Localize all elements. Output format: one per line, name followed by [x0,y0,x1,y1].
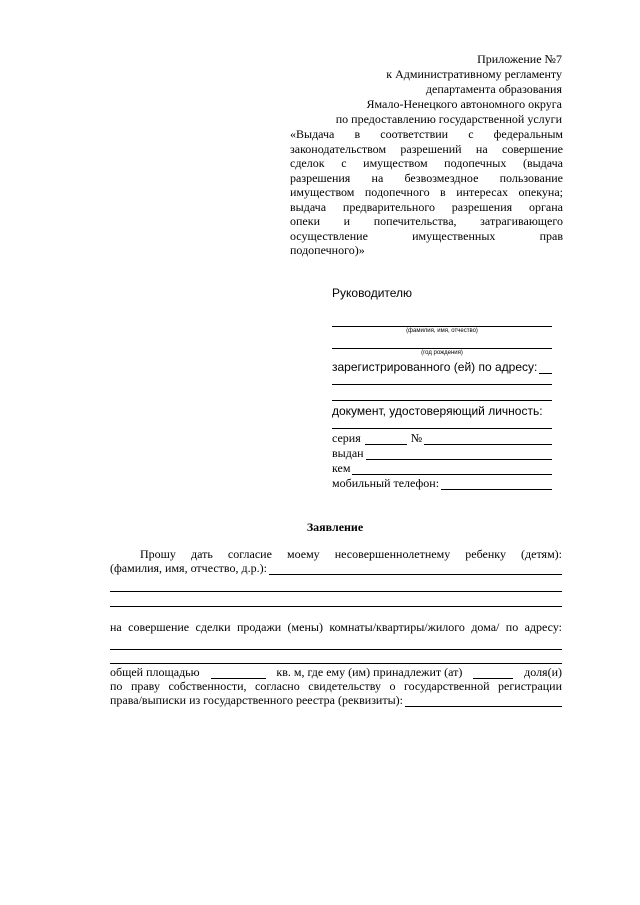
service-line: законодательством разрешений на совершение [290,141,563,156]
annex-line-3: Ямало-Ненецкого автономного округа [366,97,562,111]
birth-caption: (год рождения) [421,350,463,356]
annex-header [336,52,562,127]
request-paragraph [110,547,562,575]
request-line-1: Прошу дать согласие моему несовершеннолетнему ребенку (детям): [140,547,562,561]
area-unit: кв. м, где ему (им) принадлежит (ат) [276,665,463,679]
number-input-line[interactable] [424,433,552,445]
annex-line-4: по предоставлению государственной услуги [335,112,562,126]
registered-input-line[interactable] [539,362,552,374]
document-line[interactable] [332,428,552,429]
share-label: доля(и) [524,665,562,679]
annex-line-1: к Административному регламенту [386,67,562,81]
issued-field[interactable] [332,446,552,460]
deal-line: на совершение сделки продажи (мены) комнаты/квартиры/жилого дома/ по адресу: [110,620,562,634]
registered-address-field[interactable] [332,360,552,374]
deal-paragraph [110,620,562,634]
child-name-line-3[interactable] [110,606,562,607]
service-line: опеки и попечительства, затрагивающего [290,214,563,228]
service-line: подопечного)» [290,243,365,257]
document-label: документ, удостоверяющий личность: [332,404,543,418]
service-line: разрешения на безвозмездное пользование [290,170,563,185]
deal-address-line-2[interactable] [110,663,562,664]
number-label: № [410,431,423,445]
ownership-paragraph [110,665,562,707]
service-line: выдача предварительного разрешения органа [290,199,563,214]
child-name-field[interactable] [110,561,562,575]
issued-label: выдан [332,446,364,460]
annex-line-2: департамента образования [425,82,562,96]
registry-label: права/выписки из государственного реестра (реквизиты): [110,693,403,707]
fio-line[interactable] [332,326,552,327]
address-line-2[interactable] [332,384,552,385]
ownership-line: по праву собственности, согласно свидетельству о государственной регистрации [110,679,562,693]
by-whom-label: кем [332,461,351,475]
child-name-input-line[interactable] [269,564,562,575]
series-label: серия [332,431,361,445]
series-input-line[interactable] [365,433,407,445]
share-input-line[interactable] [473,668,513,679]
phone-label: мобильный телефон: [332,476,440,490]
registry-field[interactable] [110,693,562,707]
area-label: общей площадью [110,665,200,679]
document-title: Заявление [306,520,364,534]
by-whom-field[interactable] [332,461,552,475]
registry-input-line[interactable] [405,696,562,707]
birth-year-line[interactable] [332,348,552,349]
addressee-label: Руководителю [332,286,413,300]
request-line-2: (фамилия, имя, отчество, д.р.): [110,561,267,575]
service-line: «Выдача в соответствии с федеральным [290,127,563,141]
annex-number: Приложение №7 [477,52,562,66]
registered-label: зарегистрированного (ей) по адресу: [332,360,538,374]
service-line: имуществом подопечного в интересах опекуна; [290,185,563,199]
series-number-field[interactable] [332,431,552,445]
service-name-block [290,127,563,258]
phone-field[interactable] [332,476,552,490]
area-share-line [110,665,562,679]
service-line: сделок с имуществом подопечных (выдача [290,156,563,170]
address-line-3[interactable] [332,400,552,401]
service-line: осуществление имущественных прав [290,228,563,243]
fio-caption: (фамилия, имя, отчество) [406,328,478,334]
child-name-line-2[interactable] [110,591,562,592]
area-input-line[interactable] [211,668,266,679]
issued-input-line[interactable] [366,448,552,460]
phone-input-line[interactable] [441,478,552,490]
deal-address-line-1[interactable] [110,649,562,650]
by-whom-input-line[interactable] [352,463,552,475]
